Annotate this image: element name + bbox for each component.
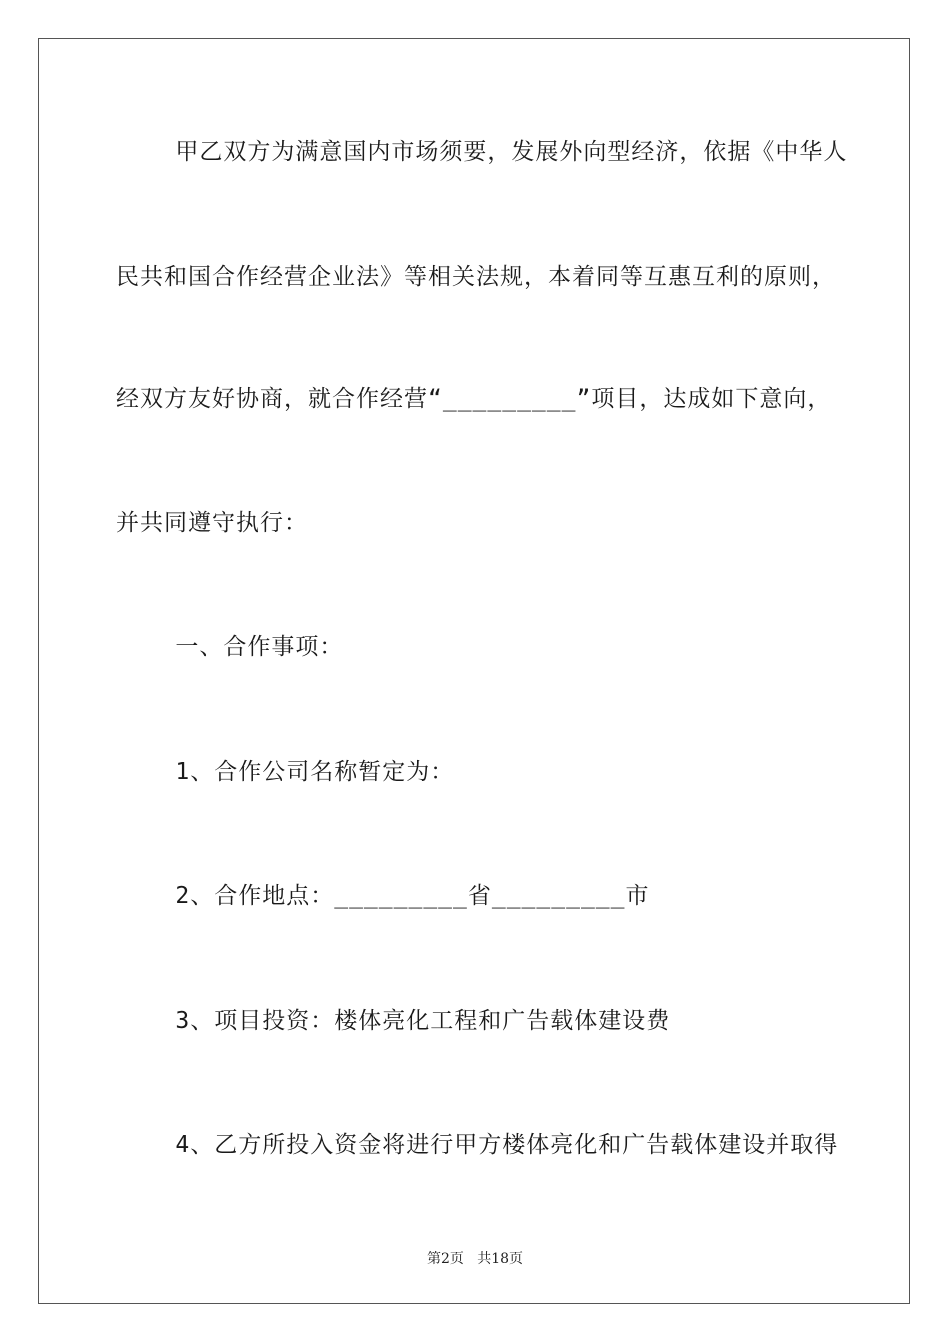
paragraph-line-3: 经双方友好协商，就合作经营“_________”项目，达成如下意向，: [116, 386, 832, 412]
list-item-1: 1、合作公司名称暂定为：: [116, 759, 455, 785]
list-item-4: 4、乙方所投入资金将进行甲方楼体亮化和广告载体建设并取得: [116, 1132, 839, 1158]
paragraph-line-2: 民共和国合作经营企业法》等相关法规，本着同等互惠互利的原则，: [116, 264, 836, 290]
page-number-footer: 第2页 共18页: [426, 1251, 524, 1267]
list-item-3: 3、项目投资：楼体亮化工程和广告载体建设费: [116, 1008, 671, 1034]
page-border: [38, 38, 910, 1304]
paragraph-line-4: 并共同遵守执行：: [116, 510, 308, 536]
paragraph-line-1: 甲乙双方为满意国内市场须要，发展外向型经济，依据《中华人: [116, 139, 848, 165]
list-item-2: 2、合作地点：_________省_________市: [116, 883, 650, 909]
section-heading-cooperation: 一、合作事项：: [116, 634, 344, 660]
